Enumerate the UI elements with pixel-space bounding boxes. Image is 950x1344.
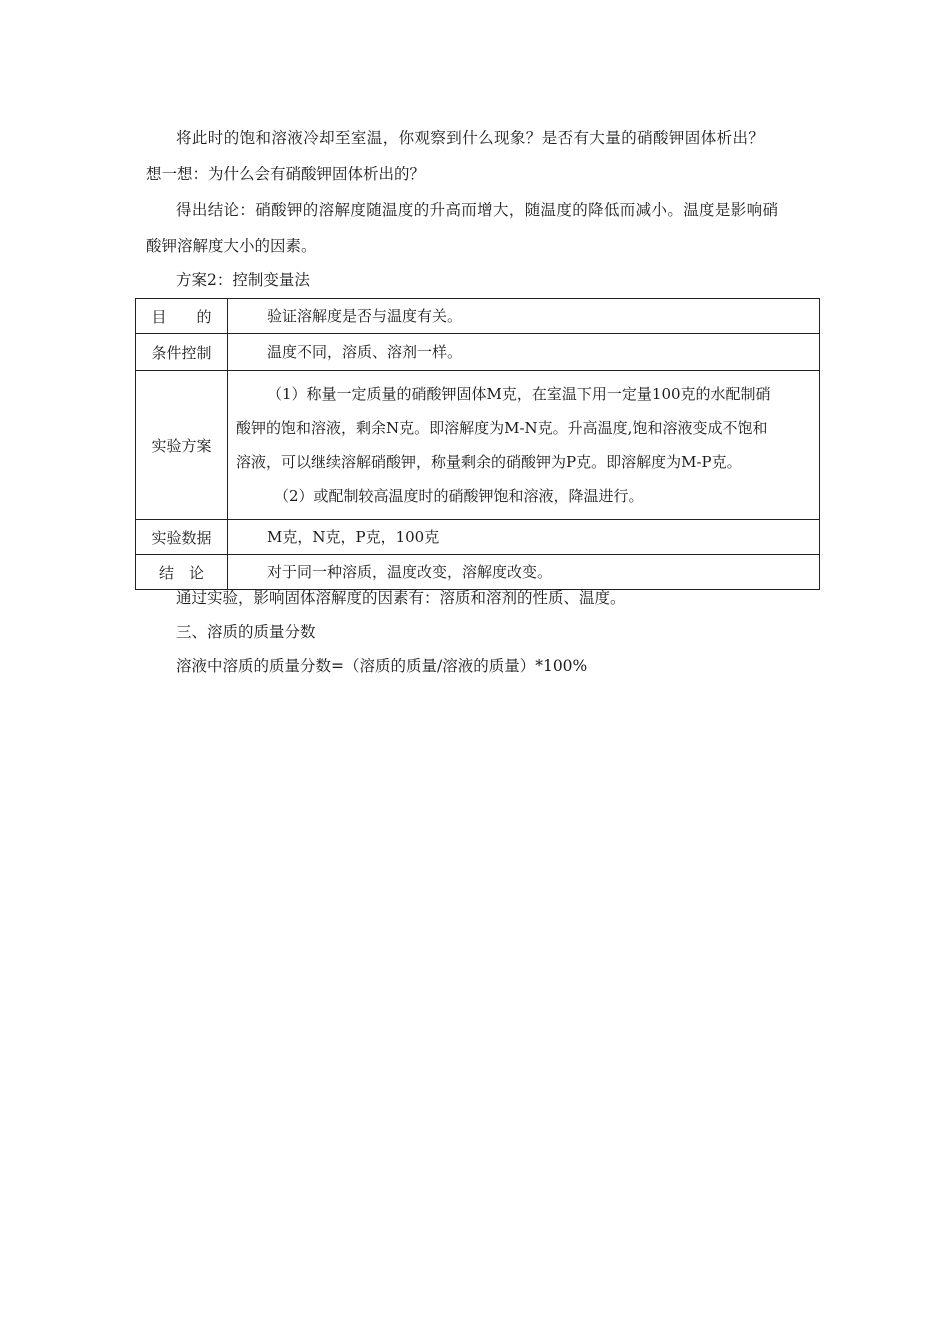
row-key-conditions: 条件控制 — [136, 334, 228, 371]
table-row — [136, 334, 820, 371]
formula-mass-fraction: 溶液中溶质的质量分数=（溶质的质量/溶液的质量）*100% — [176, 657, 588, 675]
row-key-conclusion: 结 论 — [136, 555, 228, 590]
paragraph-conclusion-line2: 酸钾溶解度大小的因素。 — [146, 237, 317, 255]
section-heading-mass-fraction: 三、溶质的质量分数 — [176, 623, 316, 641]
row-key-data: 实验数据 — [136, 520, 228, 555]
paragraph-think: 想一想：为什么会有硝酸钾固体析出的？ — [146, 165, 426, 183]
scheme-line: （2）或配制较高温度时的硝酸钾饱和溶液，降温进行。 — [274, 487, 644, 505]
row-key-scheme: 实验方案 — [136, 371, 228, 520]
row-value-scheme — [228, 371, 820, 520]
row-value-data: M克，N克，P克，100克 — [228, 520, 820, 555]
table-row — [136, 299, 820, 334]
paragraph-conclusion-line1: 得出结论：硝酸钾的溶解度随温度的升高而增大，随温度的降低而减小。温度是影响硝 — [176, 201, 779, 219]
row-value-conclusion: 对于同一种溶质，温度改变，溶解度改变。 — [228, 555, 820, 590]
table-row — [136, 555, 820, 590]
scheme-line: 溶液，可以继续溶解硝酸钾，称量剩余的硝酸钾为P克。即溶解度为M-P克。 — [236, 453, 742, 471]
row-key-purpose: 目 的 — [136, 299, 228, 334]
paragraph-factors: 通过实验，影响固体溶解度的因素有：溶质和溶剂的性质、温度。 — [176, 589, 626, 607]
scheme-line: 酸钾的饱和溶液，剩余N克。即溶解度为M-N克。升高温度,饱和溶液变成不饱和 — [236, 419, 768, 437]
row-value-conditions: 温度不同，溶质、溶剂一样。 — [228, 334, 820, 371]
scheme-line: （1）称量一定质量的硝酸钾固体M克，在室温下用一定量100克的水配制硝 — [267, 385, 771, 403]
experiment-table — [135, 298, 820, 590]
row-value-purpose: 验证溶解度是否与温度有关。 — [228, 299, 820, 334]
table-row — [136, 520, 820, 555]
paragraph-observe: 将此时的饱和溶液冷却至室温，你观察到什么现象？是否有大量的硝酸钾固体析出？ — [176, 129, 765, 147]
paragraph-scheme-title: 方案2：控制变量法 — [176, 271, 310, 289]
table-row — [136, 371, 820, 520]
